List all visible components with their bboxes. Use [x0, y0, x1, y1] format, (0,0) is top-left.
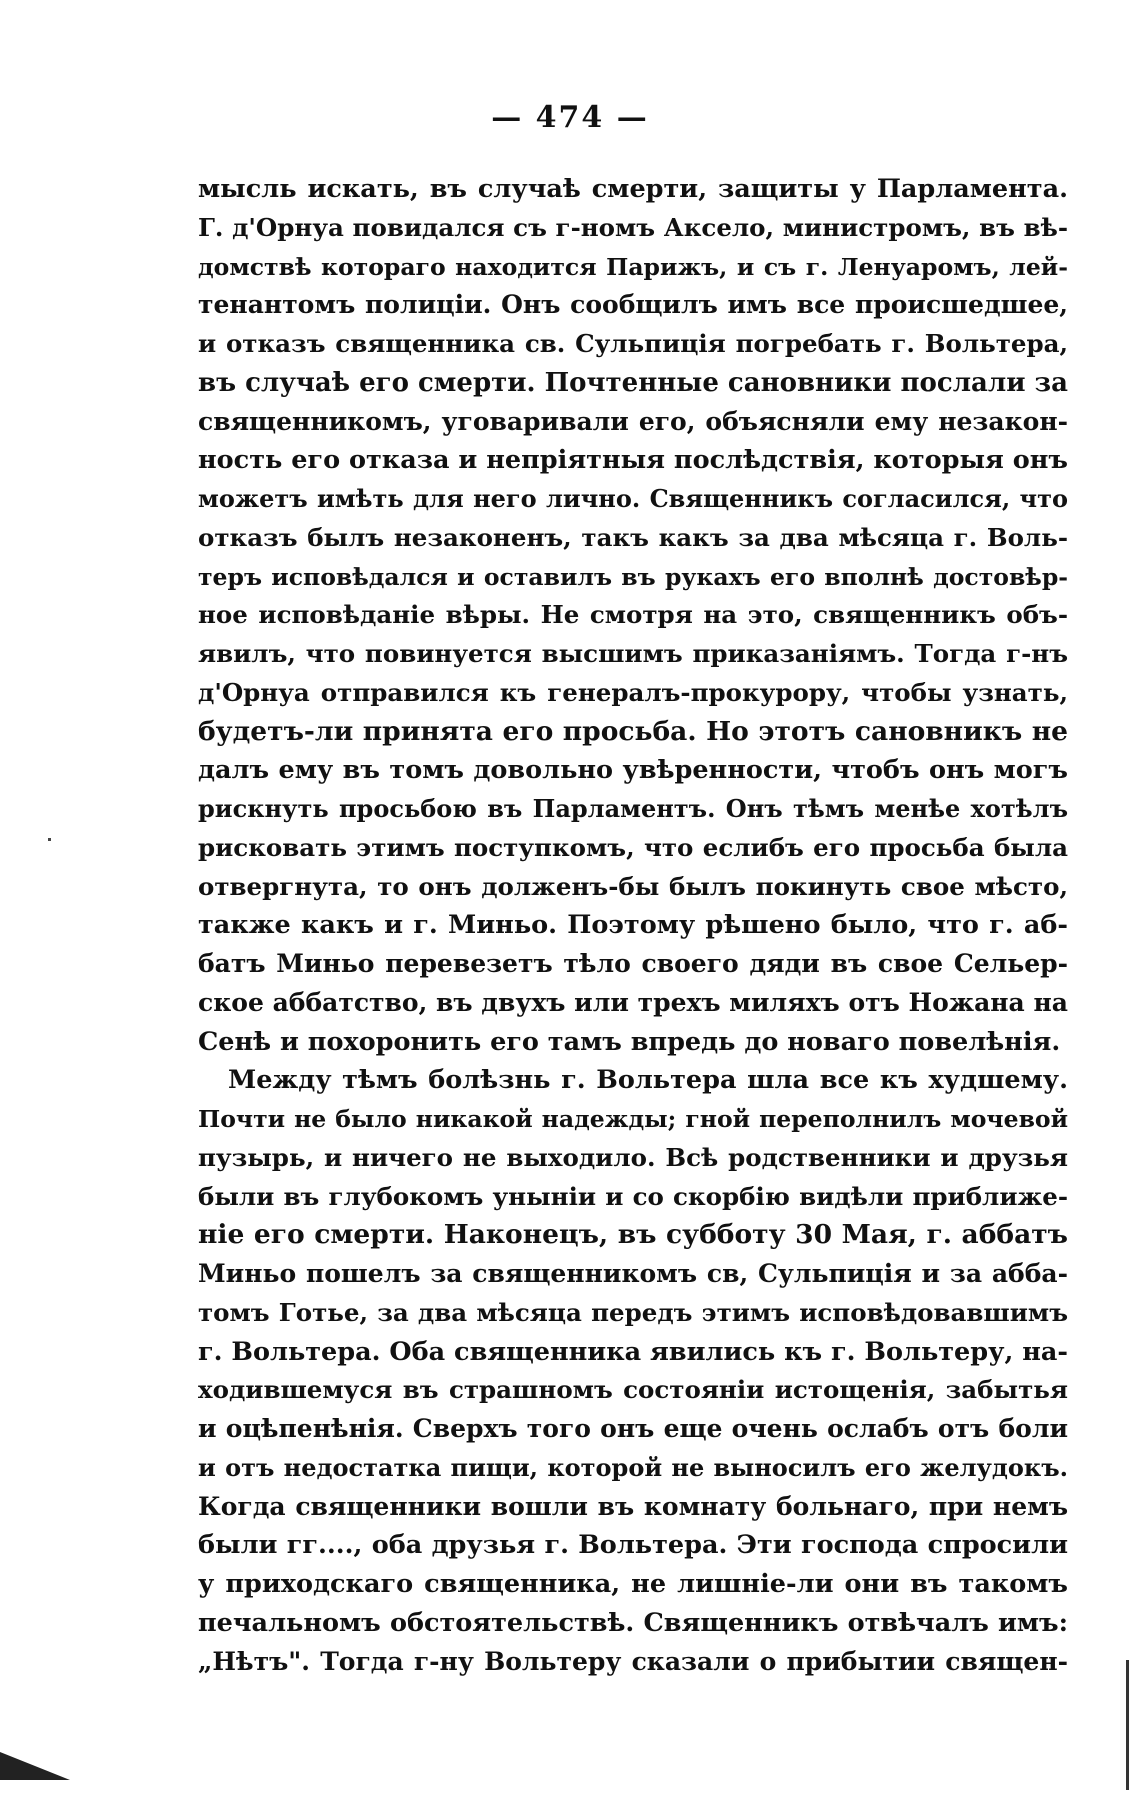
text-line: въ случаѣ его смерти. Почтенные сановники послали за	[198, 367, 1068, 398]
text-line: г. Вольтера. Оба священника явились къ г. Вольтеру, на-	[198, 1336, 1068, 1367]
text-line: теръ исповѣдался и оставилъ въ рукахъ его вполнѣ достовѣр-	[198, 562, 1068, 591]
text-line: д'Орнуа отправился къ генералъ-прокурору, чтобы узнать,	[198, 677, 1068, 707]
text-line: ное исповѣданіе вѣры. Не смотря на это, священникъ объ-	[198, 600, 1068, 630]
text-line: ніе его смерти. Наконецъ, въ субботу 30 Мая, г. аббатъ	[198, 1219, 1068, 1251]
scan-speck	[48, 838, 51, 841]
page-number: — 474 —	[491, 100, 649, 135]
text-line: пузырь, и ничего не выходило. Всѣ родственники и друзья	[198, 1142, 1068, 1172]
text-line: можетъ имѣть для него лично. Священникъ согласился, что	[198, 484, 1068, 513]
text-line: Миньо пошелъ за священникомъ св, Сульпиція и за абба-	[198, 1259, 1068, 1288]
paragraph-start-line: Между тѣмъ болѣзнь г. Вольтера шла все къ худшему.	[228, 1065, 1068, 1096]
text-line: Сенѣ и похоронить его тамъ впредь до новаго повелѣнія.	[198, 1026, 1061, 1057]
text-line: ность его отказа и непріятныя послѣдствія, которыя онъ	[198, 445, 1068, 476]
text-line: были въ глубокомъ уныніи и со скорбію видѣли приближе-	[198, 1181, 1068, 1211]
text-line: Г. д'Орнуа повидался съ г-номъ Аксело, министромъ, въ вѣ-	[198, 212, 1068, 242]
text-line: мысль искать, въ случаѣ смерти, защиты у Парламента.	[198, 174, 1068, 204]
scan-edge-mark	[0, 1752, 70, 1780]
text-line: рисковать этимъ поступкомъ, что еслибъ его просьба была	[198, 832, 1068, 862]
text-line: и отъ недостатка пищи, которой не выносилъ его желудокъ.	[198, 1452, 1068, 1482]
text-line: отвергнута, то онъ долженъ-бы былъ покинуть свое мѣсто,	[198, 871, 1068, 901]
text-line: явилъ, что повинуется высшимъ приказаніямъ. Тогда г-нъ	[198, 639, 1068, 668]
text-line: тенантомъ полиціи. Онъ сообщилъ имъ все происшедшее,	[198, 290, 1068, 320]
text-line: были гг...., оба друзья г. Вольтера. Эти господа спросили	[198, 1530, 1068, 1561]
text-line: также какъ и г. Миньо. Поэтому рѣшено было, что г. аб-	[198, 910, 1068, 941]
text-line: и оцѣпенѣнія. Сверхъ того онъ еще очень ослабъ отъ боли	[198, 1414, 1068, 1443]
body-text	[198, 170, 1068, 1681]
text-line: печальномъ обстоятельствѣ. Священникъ отвѣчалъ имъ:	[198, 1607, 1068, 1638]
text-line: далъ ему въ томъ довольно увѣренности, чтобъ онъ могъ	[198, 755, 1068, 786]
text-line: домствѣ котораго находится Парижъ, и съ г. Ленуаромъ, лей-	[198, 252, 1068, 281]
text-line: ское аббатство, въ двухъ или трехъ миляхъ отъ Ножана на	[198, 987, 1068, 1017]
text-line: будетъ-ли принята его просьба. Но этотъ сановникъ не	[198, 715, 1068, 747]
text-line: отказъ былъ незаконенъ, такъ какъ за два мѣсяца г. Воль-	[198, 522, 1068, 552]
text-line: Почти не было никакой надежды; гной переполнилъ мочевой	[198, 1105, 1068, 1133]
text-line: Когда священники вошли въ комнату больнаго, при немъ	[198, 1491, 1068, 1521]
text-line: священникомъ, уговаривали его, объясняли ему незакон-	[198, 406, 1068, 436]
text-line: и отказъ священника св. Сульпиція погребать г. Вольтера,	[198, 329, 1068, 358]
text-line: батъ Миньо перевезетъ тѣло своего дяди въ свое Сельер-	[198, 949, 1068, 978]
text-line: рискнуть просьбою въ Парламентъ. Онъ тѣмъ менѣе хотѣлъ	[198, 794, 1068, 823]
text-line: ходившемуся въ страшномъ состояніи истощенія, забытья	[198, 1375, 1068, 1405]
scan-edge-line	[1126, 1660, 1129, 1790]
text-line: томъ Готье, за два мѣсяца передъ этимъ исповѣдовавшимъ	[198, 1297, 1068, 1327]
text-line: у приходскаго священника, не лишніе-ли они въ такомъ	[198, 1569, 1068, 1599]
text-line: „Нѣтъ". Тогда г-ну Вольтеру сказали о прибытии священ-	[198, 1646, 1068, 1676]
